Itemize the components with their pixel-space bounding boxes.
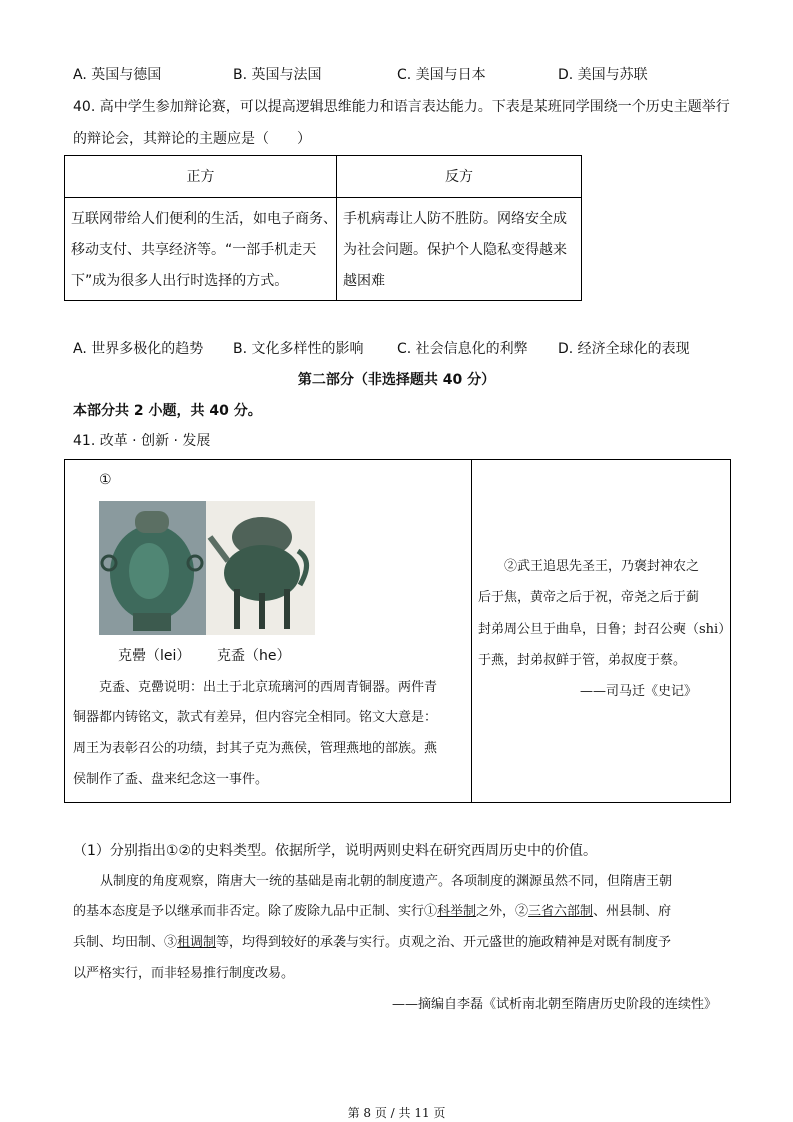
material1-text: 周王为表彰召公的功绩，封其子克为燕侯，管理燕地的部族。燕 (73, 741, 438, 756)
material2-source: ——司马迁《史记》 (580, 684, 698, 699)
passage-line: 兵制、均田制、③租调制等，均得到较好的承袭与实行。贞观之治、开元盛世的施政精神是对既有制度予 (73, 935, 672, 950)
caption-ke-he: 克盉（he） (217, 648, 291, 664)
debate-table (64, 155, 582, 301)
ke-lei-bronze-image (99, 501, 206, 635)
pro-text: 移动支付、共享经济等。“一部手机走天 (71, 242, 317, 258)
pro-text: 互联网带给人们便利的生活，如电子商务、 (71, 211, 337, 227)
con-text: 越困难 (343, 273, 385, 289)
material2-text: 后于焦，黄帝之后于祝，帝尧之后于蓟 (478, 590, 700, 605)
q39-option-d: D. 美国与苏联 (558, 67, 648, 83)
passage-line: 从制度的角度观察，隋唐大一统的基础是南北朝的制度遗产。各项制度的渊源虽然不同，但隋唐王朝 (100, 874, 673, 889)
part2-note: 本部分共 2 小题，共 40 分。 (73, 403, 262, 419)
con-text: 手机病毒让人防不胜防。网络安全成 (343, 211, 567, 227)
pro-text: 下”成为很多人出行时选择的方式。 (71, 273, 289, 289)
passage-line: 以严格实行，而非轻易推行制度改易。 (73, 966, 295, 981)
q39-option-b: B. 英国与法国 (233, 67, 322, 83)
q40-stem-cont: 的辩论会，其辩论的主题应是（ ） (73, 131, 311, 147)
material1-marker: ① (99, 472, 112, 488)
ke-he-bronze-image (206, 501, 315, 635)
material1-text: 侯制作了盉、盘来纪念这一事件。 (73, 772, 269, 787)
header-pro: 正方 (186, 169, 215, 185)
q39-option-c: C. 美国与日本 (397, 67, 486, 83)
q40-option-a: A. 世界多极化的趋势 (73, 341, 204, 357)
sub-question-1: （1）分别指出①②的史料类型。依据所学，说明两则史料在研究西周历史中的价值。 (73, 843, 598, 859)
q39-option-a: A. 英国与德国 (73, 67, 162, 83)
con-text: 为社会问题。保护个人隐私变得越来 (343, 242, 567, 258)
material2-text: ②武王追思先圣王，乃褒封神农之 (504, 559, 700, 574)
material2-text: 于燕，封弟叔鲜于管，弟叔度于蔡。 (478, 653, 687, 668)
q40-option-c: C. 社会信息化的利弊 (397, 341, 528, 357)
passage-source: ——摘编自李磊《试析南北朝至隋唐历史阶段的连续性》 (391, 997, 717, 1012)
material1-text: 铜器都内铸铭文，款式有差异，但内容完全相同。铭文大意是： (73, 710, 438, 725)
passage-line: 的基本态度是予以继承而非否定。除了废除九品中正制、实行①科举制之外，②三省六部制、州县制、府 (73, 904, 672, 919)
q41-title: 41. 改革 · 创新 · 发展 (73, 433, 211, 449)
page-footer: 第 8 页 / 共 11 页 (347, 1106, 446, 1120)
q40-option-b: B. 文化多样性的影响 (233, 341, 364, 357)
material1-text: 克盉、克罍说明：出土于北京琉璃河的西周青铜器。两件青 (99, 680, 438, 695)
caption-ke-lei: 克罍（lei） (118, 648, 191, 664)
q40-option-d: D. 经济全球化的表现 (558, 341, 690, 357)
material2-text: 封弟周公旦于曲阜，日鲁；封召公奭（shi） (478, 622, 732, 637)
q40-stem: 40. 高中学生参加辩论赛，可以提高逻辑思维能力和语言表达能力。下表是某班同学围绕一个历史主题举行 (73, 99, 730, 115)
part2-title: 第二部分（非选择题共 40 分） (297, 372, 496, 388)
header-con: 反方 (445, 169, 473, 185)
